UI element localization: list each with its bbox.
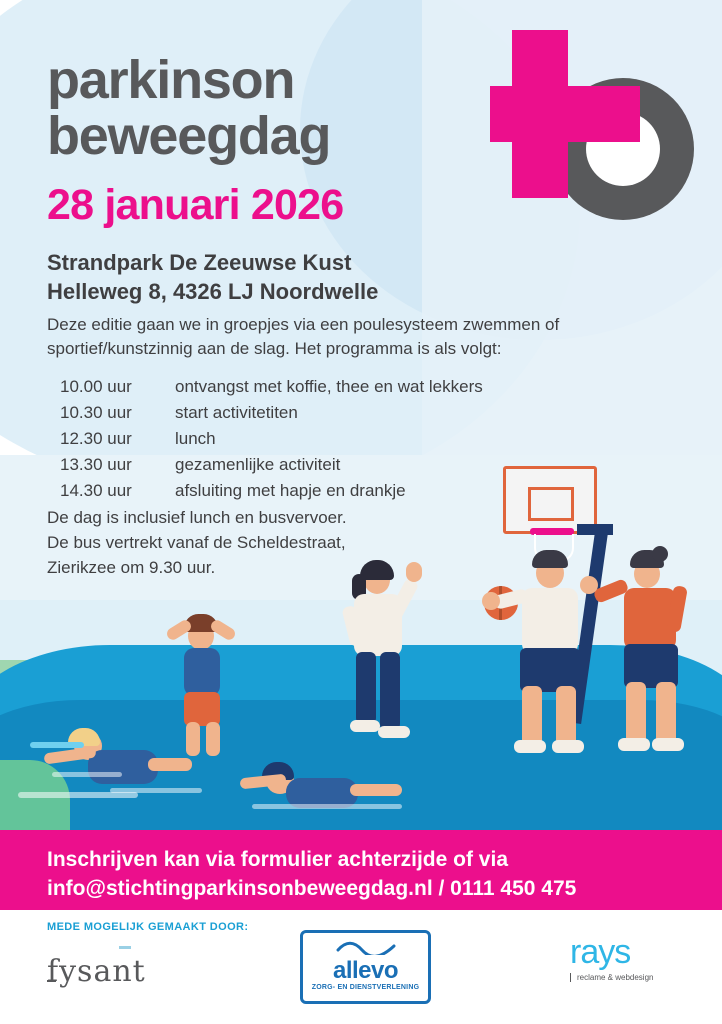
allevo-wordmark: allevo xyxy=(332,957,399,984)
schedule-description: lunch xyxy=(175,429,216,448)
backboard-square xyxy=(528,487,574,521)
title-line-2: beweegdag xyxy=(47,106,331,166)
intro-line-1: Deze editie gaan we in groepjes via een poulesysteem zwemmen of xyxy=(47,315,560,334)
schedule-row xyxy=(60,478,483,504)
person-basketball-offense xyxy=(500,548,620,758)
registration-banner xyxy=(0,830,722,910)
schedule-row xyxy=(60,452,483,478)
sponsor-section-label: MEDE MOGELIJK GEMAAKT DOOR: xyxy=(47,921,249,933)
fysant-wordmark: fysant xyxy=(47,954,146,989)
venue-line-2: Helleweg 8, 4326 LJ Noordwelle xyxy=(47,279,379,304)
fysant-accent-mark xyxy=(119,946,131,949)
sponsor-logo-allevo xyxy=(300,930,431,1004)
title-line-1: parkinson xyxy=(47,50,295,110)
sponsor-logo-rays xyxy=(570,935,690,999)
rays-tagline: reclame & webdesign xyxy=(570,973,690,982)
pool-lane-marker xyxy=(30,742,84,748)
schedule-description: afsluiting met hapje en drankje xyxy=(175,481,406,500)
schedule-time: 14.30 uur xyxy=(60,481,132,500)
event-venue xyxy=(47,248,378,306)
event-notes xyxy=(47,505,347,580)
schedule-description: gezamenlijke activiteit xyxy=(175,455,341,474)
person-basketball-defense xyxy=(612,546,722,758)
intro-line-2: sportief/kunstzinnig aan de slag. Het programma is als volgt: xyxy=(47,339,502,358)
cta-line-1: Inschrijven kan via formulier achterzijde of via xyxy=(47,848,508,871)
parkinson-beta-logo xyxy=(490,30,700,250)
schedule-time: 12.30 uur xyxy=(60,429,132,448)
person-swimmer-cap xyxy=(252,760,412,820)
person-walker xyxy=(340,560,450,750)
schedule-description: start activitetiten xyxy=(175,403,298,422)
schedule-time: 10.00 uur xyxy=(60,377,132,396)
schedule-row xyxy=(60,374,483,400)
schedule-time: 13.30 uur xyxy=(60,455,132,474)
schedule-row xyxy=(60,426,483,452)
venue-line-1: Strandpark De Zeeuwse Kust xyxy=(47,250,352,275)
allevo-tagline: ZORG- EN DIENSTVERLENING xyxy=(311,984,420,991)
page-title xyxy=(47,52,330,164)
notes-line-2: De bus vertrekt vanaf de Scheldestraat, xyxy=(47,533,346,552)
schedule-description: ontvangst met koffie, thee en wat lekkers xyxy=(175,377,483,396)
schedule-row xyxy=(60,400,483,426)
rays-wordmark: rays xyxy=(570,933,631,971)
logo-bar-horizontal xyxy=(490,86,640,142)
event-intro xyxy=(47,313,667,361)
event-date: 28 januari 2026 xyxy=(47,181,344,229)
notes-line-1: De dag is inclusief lunch en busvervoer. xyxy=(47,508,347,527)
schedule-time: 10.30 uur xyxy=(60,403,132,422)
notes-line-3: Zierikzee om 9.30 uur. xyxy=(47,558,216,577)
registration-text xyxy=(47,845,576,903)
pool-lane-marker xyxy=(18,792,138,798)
sponsor-logo-fysant xyxy=(47,940,227,1000)
cta-line-2[interactable]: info@stichtingparkinsonbeweegdag.nl / 0111 450 475 xyxy=(47,877,577,900)
schedule-list xyxy=(60,374,483,504)
wave-icon xyxy=(336,939,396,955)
